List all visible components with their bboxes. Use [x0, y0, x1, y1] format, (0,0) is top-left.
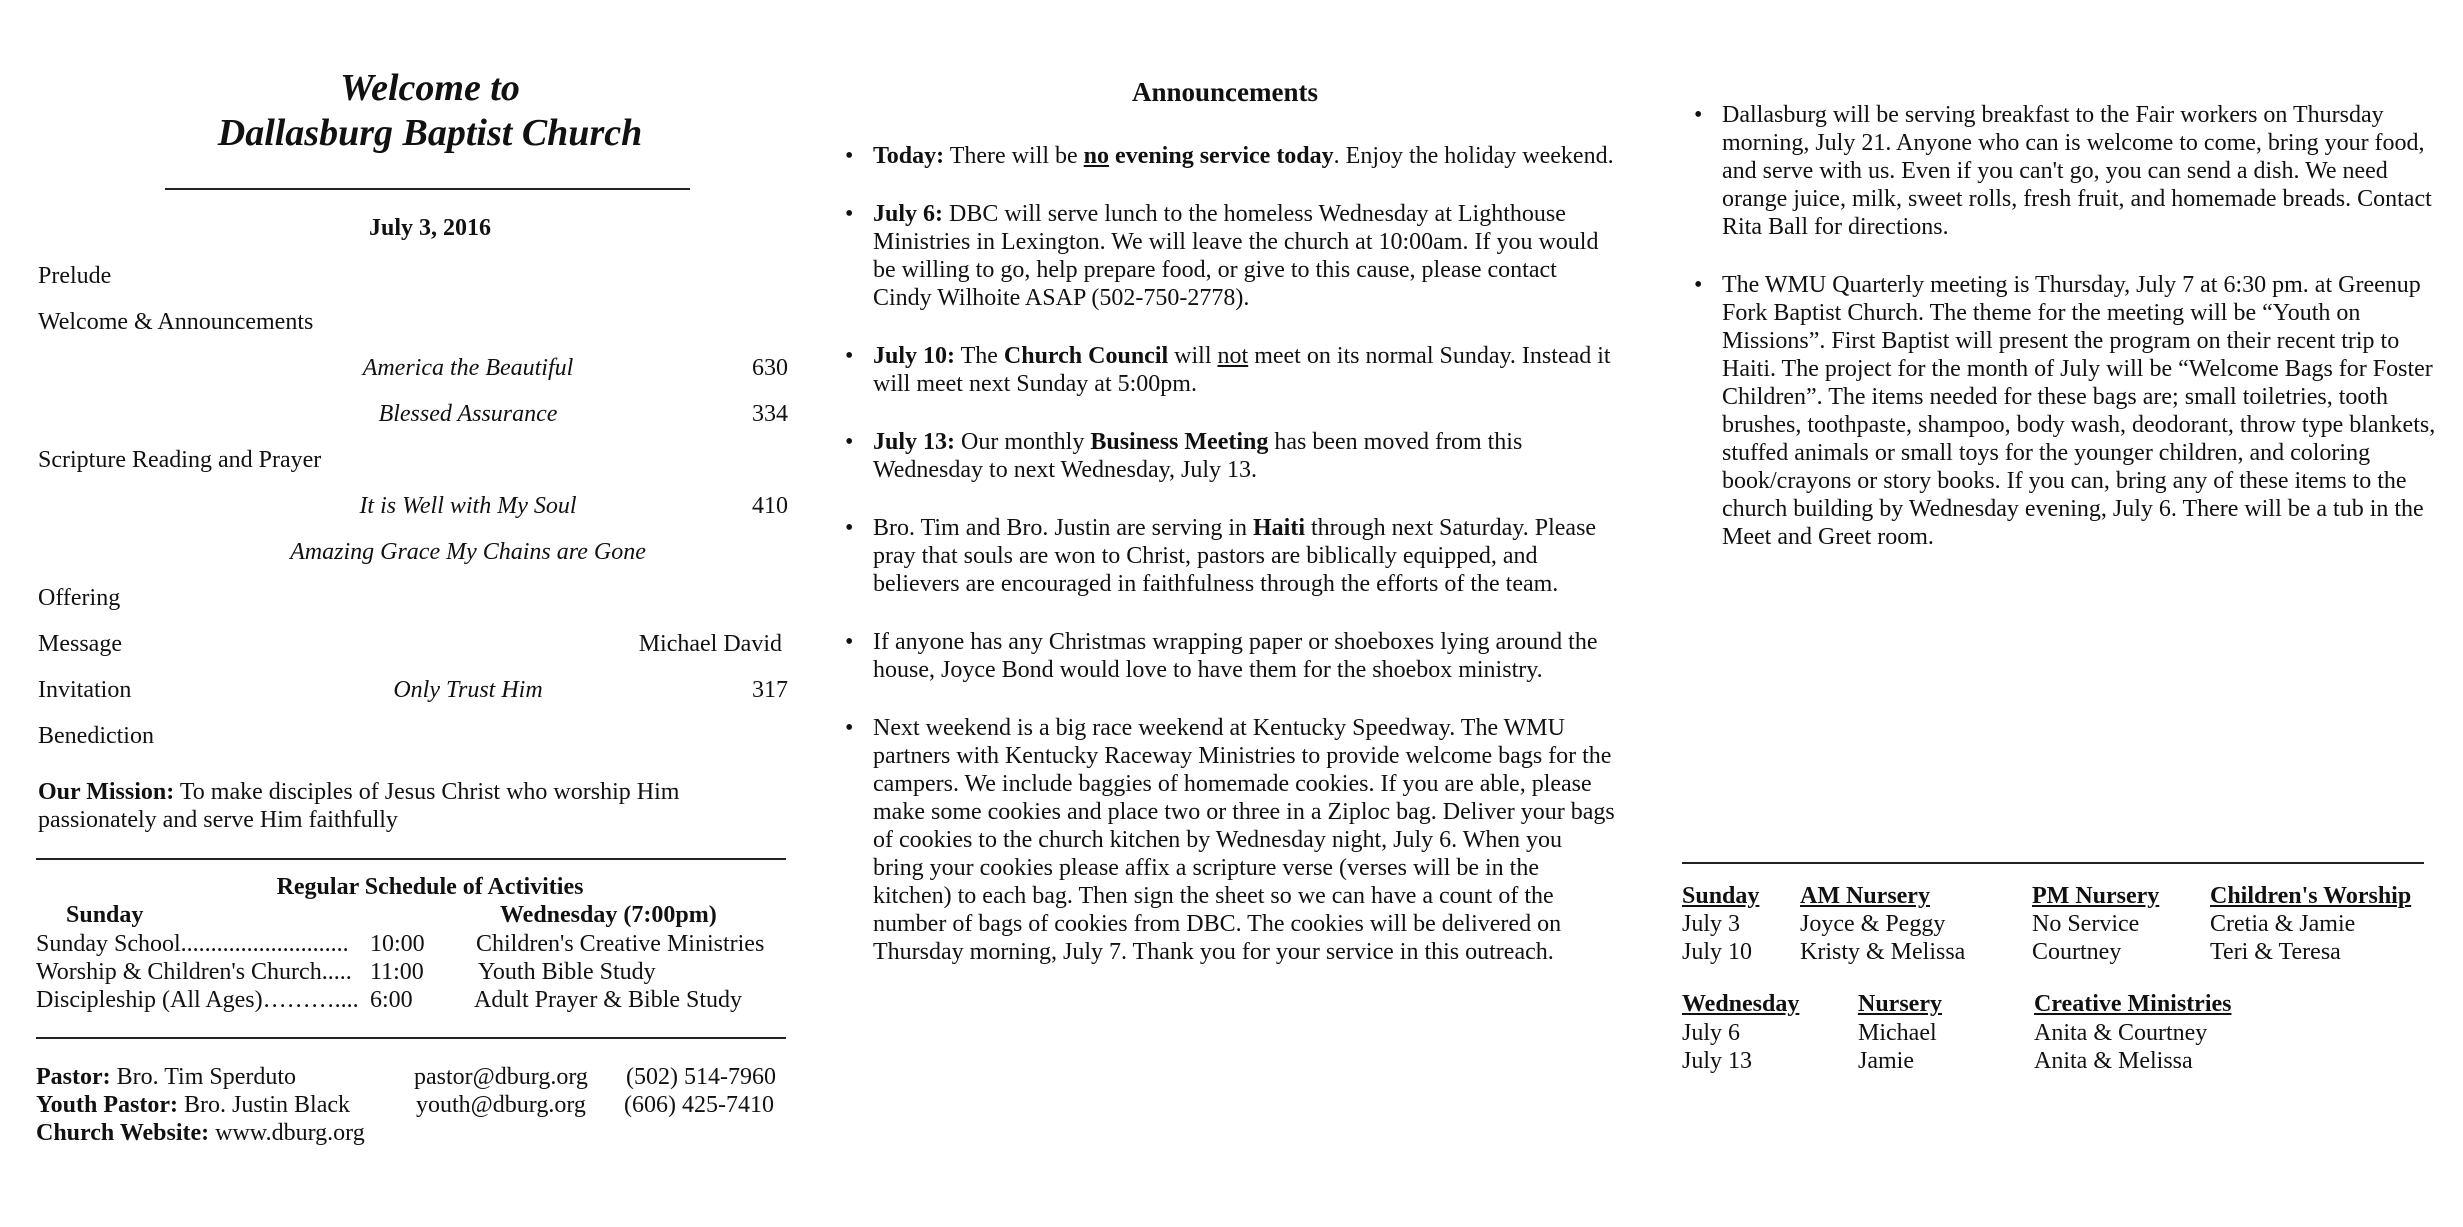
welcome-title-line1: Welcome to: [340, 67, 520, 109]
announcement-july-10: [845, 342, 1615, 398]
order-label: Invitation: [38, 677, 132, 703]
roster-cell: Courtney: [2032, 939, 2122, 965]
pastor-line: [36, 1063, 296, 1091]
roster-date: July 13: [1682, 1048, 1753, 1074]
announcement-text: will: [1168, 343, 1218, 369]
announcement-july-13: [845, 428, 1615, 484]
roster-header-wednesday: Wednesday: [1682, 991, 1800, 1017]
order-row-hymn: [38, 354, 788, 384]
announcement-emphasis: Church Council: [1003, 343, 1169, 369]
mission-label: Our Mission:: [38, 779, 175, 805]
roster-cell: Teri & Teresa: [2210, 939, 2341, 965]
bullet: •: [845, 201, 854, 227]
announcement-christmas: [845, 628, 1615, 684]
order-row-offering: [38, 584, 788, 614]
wednesday-activity: Adult Prayer & Bible Study: [474, 987, 742, 1013]
schedule-divider: [36, 1037, 786, 1039]
hymn-title: Only Trust Him: [393, 677, 543, 703]
roster-cell: Jamie: [1858, 1048, 1914, 1074]
roster-date: July 6: [1682, 1020, 1741, 1046]
announcement-fair-breakfast: [1694, 101, 2459, 241]
sunday-activity: Sunday School............................: [36, 931, 349, 957]
hymn-number: 630: [752, 355, 788, 381]
announcement-emphasis: Business Meeting: [1090, 429, 1269, 455]
roster-date: July 10: [1682, 939, 1753, 965]
bullet: •: [845, 143, 854, 169]
roster-cell: No Service: [2032, 911, 2140, 937]
announcement-text: DBC will serve lunch to the homeless Wednesday at Lighthouse Ministries in Lexington. We will leave the church at 10:00am. If you would be willing to go, help prepare food, or give to this cause, please contact Cindy Wilhoite ASAP (502-750-2778).: [873, 201, 1599, 311]
roster-cell: Joyce & Peggy: [1800, 911, 1946, 937]
order-label: Benediction: [38, 723, 154, 749]
pastor-email: pastor@dburg.org: [414, 1064, 588, 1090]
bulletin-date: July 3, 2016: [368, 215, 491, 241]
announcements-list: [845, 142, 1615, 966]
roster-header-nursery: Nursery: [1858, 991, 1942, 1017]
announcement-emphasis: not: [1217, 343, 1249, 369]
welcome-title: [160, 66, 700, 156]
bullet: •: [845, 515, 854, 541]
website-line: [36, 1119, 365, 1147]
announcement-text: Bro. Tim and Bro. Justin are serving in: [873, 515, 1254, 541]
announcement-text: The WMU Quarterly meeting is Thursday, July 7 at 6:30 pm. at Greenup Fork Baptist Church. The theme for the meeting will be “Youth on Missions”. First Baptist will present the program on their recent trip to Haiti. The project for the month of July will be “Welcome Bags for Foster Children”. The items needed for these bags are; small toiletries, tooth brushes, toothpaste, shampoo, body wash, deodorant, throw type blankets, stuffed animals or small toys for the younger children, and coloring book/crayons or story books. If you can, bring any of these items to the church building by Wednesday evening, July 6. There will be a tub in the Meet and Greet room.: [1722, 272, 2436, 550]
announcement-text: If anyone has any Christmas wrapping paper or shoeboxes lying around the house, Joyce Bond would love to have them for the shoebox ministry.: [873, 629, 1598, 683]
roster-cell: Michael: [1858, 1020, 1937, 1046]
announcement-emphasis: Haiti: [1253, 515, 1306, 541]
announcement-date: July 6:: [873, 201, 944, 227]
youth-pastor-line: [36, 1091, 350, 1119]
order-row-scripture: [38, 446, 788, 476]
pastor-name: Bro. Tim Sperduto: [110, 1064, 297, 1090]
wednesday-header: Wednesday (7:00pm): [500, 902, 717, 928]
roster-cell: Anita & Melissa: [2034, 1048, 2193, 1074]
order-label: Scripture Reading and Prayer: [38, 447, 322, 473]
announcements-title: Announcements: [1131, 77, 1319, 107]
announcement-text: There will be: [944, 143, 1084, 169]
order-label: Welcome & Announcements: [38, 309, 314, 335]
hymn-number: 410: [752, 493, 788, 519]
order-row-benediction: [38, 722, 788, 752]
message-speaker: Michael David: [638, 631, 782, 657]
youth-pastor-phone: (606) 425-7410: [624, 1092, 774, 1118]
bullet: •: [845, 429, 854, 455]
announcement-text: The: [955, 343, 1004, 369]
announcement-text: . Enjoy the holiday weekend.: [1333, 143, 1614, 169]
website-label: Church Website:: [36, 1120, 210, 1146]
hymn-title: Amazing Grace My Chains are Gone: [290, 539, 646, 565]
announcement-text: has been moved from this Wednesday to next Wednesday, July 13.: [873, 429, 1523, 483]
bullet: •: [1694, 102, 1703, 128]
announcement-text: Dallasburg will be serving breakfast to the Fair workers on Thursday morning, July 21. Anyone who can is welcome to come, bring your food, and serve with us. Even if you can't go, you can send a dish. We need orange juice, milk, sweet rolls, fresh fruit, and homemade breads. Contact Rita Ball for directions.: [1722, 102, 2432, 240]
announcement-date: Today:: [873, 143, 945, 169]
roster-cell: Kristy & Melissa: [1800, 939, 1966, 965]
roster-divider: [1682, 862, 2424, 864]
bullet: •: [845, 629, 854, 655]
sunday-activity-time: 10:00: [370, 931, 425, 957]
hymn-title: Blessed Assurance: [378, 401, 558, 427]
sunday-activity-time: 11:00: [370, 959, 424, 985]
bullet: •: [1694, 272, 1703, 298]
order-label: Message: [38, 631, 122, 657]
order-row-hymn: [38, 492, 788, 522]
pastor-phone: (502) 514-7960: [626, 1064, 776, 1090]
announcement-text: meet on its normal Sunday. Instead it will meet next Sunday at 5:00pm.: [873, 343, 1611, 397]
bullet: •: [845, 715, 854, 741]
order-row-prelude: [38, 262, 788, 292]
announcement-text: through next Saturday. Please pray that souls are won to Christ, pastors are biblically equipped, and believers are encouraged in faithfulness through the efforts of the team.: [873, 515, 1597, 597]
hymn-number: 317: [752, 677, 788, 703]
wednesday-activity: Children's Creative Ministries: [476, 931, 765, 957]
website-url: www.dburg.org: [209, 1120, 365, 1146]
pastor-label: Pastor:: [36, 1064, 111, 1090]
roster-header-pm-nursery: PM Nursery: [2032, 883, 2160, 909]
roster-cell: Cretia & Jamie: [2210, 911, 2356, 937]
youth-pastor-email: youth@dburg.org: [416, 1092, 586, 1118]
order-row-message: [38, 630, 788, 660]
wednesday-activity: Youth Bible Study: [478, 959, 656, 985]
roster-header-sunday: Sunday: [1682, 883, 1760, 909]
order-row-hymn: [38, 538, 788, 568]
order-row-hymn: [38, 400, 788, 430]
bullet: •: [845, 343, 854, 369]
announcement-haiti: [845, 514, 1615, 598]
announcement-race-weekend: [845, 714, 1615, 966]
announcement-text: Our monthly: [955, 429, 1091, 455]
youth-pastor-label: Youth Pastor:: [36, 1092, 178, 1118]
sunday-activity: Worship & Children's Church.....: [36, 959, 352, 985]
order-row-invitation: [38, 676, 788, 706]
sunday-activity-time: 6:00: [370, 987, 413, 1013]
roster-header-creative-ministries: Creative Ministries: [2034, 991, 2232, 1017]
announcements-list-continued: [1694, 101, 2459, 551]
youth-pastor-name: Bro. Justin Black: [178, 1092, 350, 1118]
announcement-wmu: [1694, 271, 2459, 551]
roster-header-am-nursery: AM Nursery: [1800, 883, 1930, 909]
announcement-emphasis: evening service today: [1115, 143, 1334, 169]
roster-cell: Anita & Courtney: [2034, 1020, 2208, 1046]
announcement-july-6: [845, 200, 1615, 312]
hymn-title: America the Beautiful: [362, 355, 574, 381]
hymn-title: It is Well with My Soul: [359, 493, 577, 519]
sunday-activity: Discipleship (All Ages)………....: [36, 987, 359, 1013]
announcement-today: [845, 142, 1615, 170]
title-divider: [165, 188, 690, 190]
announcement-text: Next weekend is a big race weekend at Kentucky Speedway. The WMU partners with Kentucky Raceway Ministries to provide welcome bags for the campers. We include baggies of homemade cookies. If you are able, please make some cookies and place two or three in a Ziploc bag. Deliver your bags of cookies to the church kitchen by Wednesday night, July 6. When you bring your cookies please affix a scripture verse (verses will be in the kitchen) to each bag. Then sign the sheet so we can have a count of the number of bags of cookies from DBC. The cookies will be delivered on Thursday morning, July 7. Thank you for your service in this outreach.: [873, 715, 1615, 965]
roster-header-childrens-worship: Children's Worship: [2210, 883, 2412, 909]
welcome-title-line2: Dallasburg Baptist Church: [217, 112, 643, 154]
hymn-number: 334: [752, 401, 788, 427]
mission-divider: [36, 858, 786, 860]
order-row-welcome: [38, 308, 788, 338]
roster-date: July 3: [1682, 911, 1741, 937]
sunday-header: Sunday: [66, 902, 144, 928]
announcement-emphasis: no: [1083, 143, 1110, 169]
order-label: Offering: [38, 585, 121, 611]
announcement-date: July 10:: [873, 343, 956, 369]
mission-statement: [38, 778, 778, 834]
mission-text: To make disciples of Jesus Christ who worship Him passionately and serve Him faithfully: [38, 779, 680, 833]
schedule-title: Regular Schedule of Activities: [276, 874, 584, 900]
order-label: Prelude: [38, 263, 112, 289]
announcement-date: July 13:: [873, 429, 956, 455]
